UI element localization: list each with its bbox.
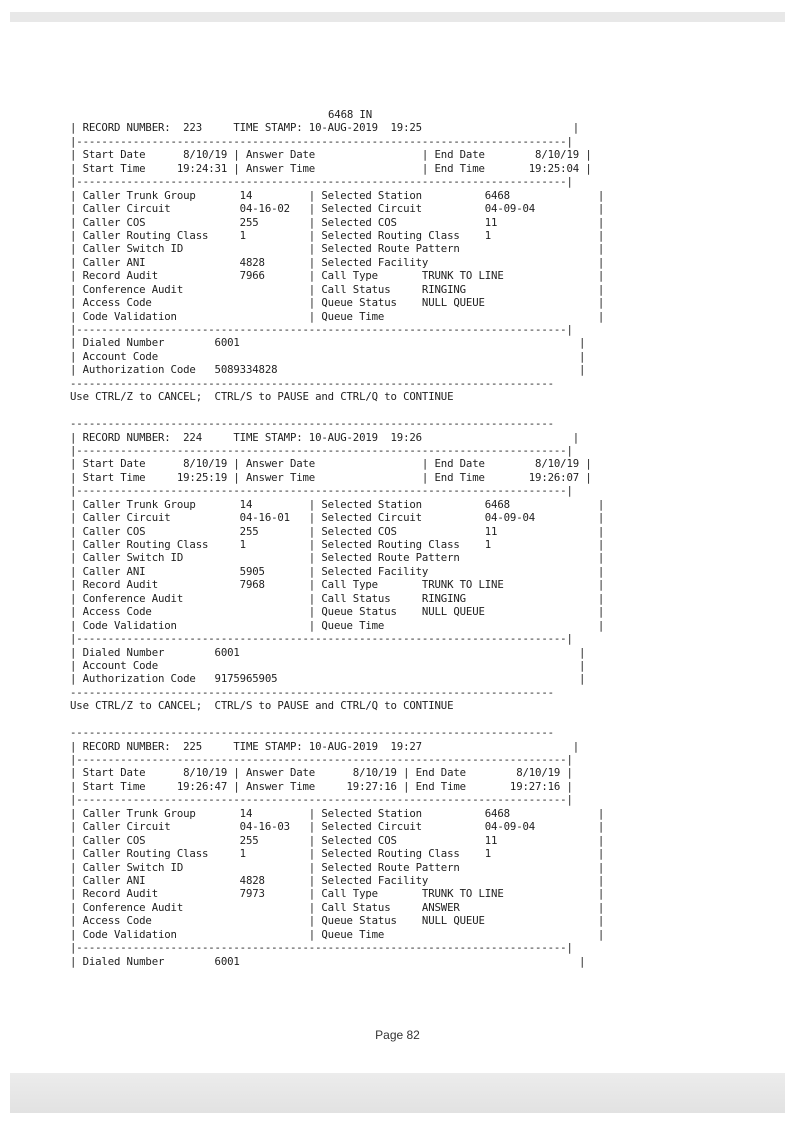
detail-row: | Caller Circuit 04-16-02 | Selected Circuit 04-09-04 | xyxy=(70,202,605,216)
date-row: | Start Time 19:26:47 | Answer Time 19:27:16 | End Time 19:27:16 | xyxy=(70,779,573,793)
record-end-border: ----------------------------------------------------------------------------- xyxy=(70,376,554,390)
continue-prompt: Use CTRL/Z to CANCEL; CTRL/S to PAUSE and CTRL/Q to CONTINUE xyxy=(70,390,454,404)
detail-row: | Conference Audit | Call Status RINGING | xyxy=(70,591,605,605)
record-separator: |------------------------------------------------------------------------------| xyxy=(70,134,573,148)
detail-row: | Code Validation | Queue Time | xyxy=(70,927,605,941)
detail-row: | Access Code | Queue Status NULL QUEUE | xyxy=(70,914,605,928)
detail-row: | Caller ANI 4828 | Selected Facility | xyxy=(70,873,605,887)
record-separator: |------------------------------------------------------------------------------| xyxy=(70,484,573,498)
detail-row: | Record Audit 7973 | Call Type TRUNK TO LINE | xyxy=(70,887,605,901)
bottom-row: | Account Code | xyxy=(70,658,586,672)
record-end-border: ----------------------------------------------------------------------------- xyxy=(70,685,554,699)
detail-row: | Access Code | Queue Status NULL QUEUE | xyxy=(70,605,605,619)
call-record xyxy=(70,417,706,699)
scan-bottom-band xyxy=(10,1073,785,1113)
page-number: Page 82 xyxy=(375,1028,420,1042)
record-separator: |------------------------------------------------------------------------------| xyxy=(70,793,573,807)
date-row: | Start Date 8/10/19 | Answer Date | End Date 8/10/19 | xyxy=(70,457,592,471)
bottom-row: | Dialed Number 6001 | xyxy=(70,336,586,350)
station-header: 6468 IN xyxy=(328,108,372,121)
call-record xyxy=(70,726,706,968)
detail-row: | Caller COS 255 | Selected COS 11 | xyxy=(70,524,605,538)
call-record xyxy=(70,121,706,390)
record-separator: |------------------------------------------------------------------------------| xyxy=(70,753,573,766)
date-row: | Start Time 19:25:19 | Answer Time | End Time 19:26:07 | xyxy=(70,470,592,484)
record-title: | RECORD NUMBER: 225 TIME STAMP: 10-AUG-2019 19:27 | xyxy=(70,739,580,753)
printout xyxy=(70,108,706,968)
detail-row: | Caller ANI 5905 | Selected Facility | xyxy=(70,564,605,578)
detail-row: | Caller Switch ID | Selected Route Pattern | xyxy=(70,242,605,256)
detail-row: | Caller Trunk Group 14 | Selected Station 6468 | xyxy=(70,497,605,511)
detail-row: | Caller Trunk Group 14 | Selected Station 6468 | xyxy=(70,806,605,820)
detail-row: | Caller Trunk Group 14 | Selected Station 6468 | xyxy=(70,188,605,202)
record-top-border: ----------------------------------------------------------------------------- xyxy=(70,726,554,740)
record-separator: |------------------------------------------------------------------------------| xyxy=(70,323,573,336)
bottom-row: | Account Code | xyxy=(70,349,586,363)
record-separator: |------------------------------------------------------------------------------| xyxy=(70,443,573,457)
detail-row: | Caller Routing Class 1 | Selected Routing Class 1 | xyxy=(70,538,605,551)
continue-prompt: Use CTRL/Z to CANCEL; CTRL/S to PAUSE and CTRL/Q to CONTINUE xyxy=(70,699,454,713)
detail-row: | Caller Routing Class 1 | Selected Routing Class 1 | xyxy=(70,847,605,861)
bottom-row: | Dialed Number 6001 | xyxy=(70,645,586,659)
detail-row: | Caller Circuit 04-16-03 | Selected Circuit 04-09-04 | xyxy=(70,820,605,834)
detail-row: | Caller Routing Class 1 | Selected Routing Class 1 | xyxy=(70,228,605,242)
bottom-row: | Authorization Code 5089334828 | xyxy=(70,363,586,377)
detail-row: | Caller Circuit 04-16-01 | Selected Circuit 04-09-04 | xyxy=(70,511,605,525)
date-row: | Start Date 8/10/19 | Answer Date 8/10/19 | End Date 8/10/19 | xyxy=(70,766,573,780)
scan-top-band xyxy=(10,12,785,22)
date-row: | Start Time 19:24:31 | Answer Time | End Time 19:25:04 | xyxy=(70,161,592,175)
record-title: | RECORD NUMBER: 223 TIME STAMP: 10-AUG-2019 19:25 | xyxy=(70,121,580,135)
record-separator: |------------------------------------------------------------------------------| xyxy=(70,941,573,955)
detail-row: | Access Code | Queue Status NULL QUEUE | xyxy=(70,296,605,310)
detail-row: | Caller Switch ID | Selected Route Pattern | xyxy=(70,551,605,565)
detail-row: | Code Validation | Queue Time | xyxy=(70,309,605,323)
detail-row: | Conference Audit | Call Status RINGING | xyxy=(70,282,605,296)
detail-row: | Caller ANI 4828 | Selected Facility | xyxy=(70,255,605,269)
bottom-row: | Dialed Number 6001 | xyxy=(70,954,586,968)
detail-row: | Caller COS 255 | Selected COS 11 | xyxy=(70,215,605,229)
date-row: | Start Date 8/10/19 | Answer Date | End Date 8/10/19 | xyxy=(70,148,592,162)
detail-row: | Conference Audit | Call Status ANSWER | xyxy=(70,900,605,914)
record-top-border: ----------------------------------------------------------------------------- xyxy=(70,417,554,431)
detail-row: | Caller Switch ID | Selected Route Pattern | xyxy=(70,860,605,874)
detail-row: | Caller COS 255 | Selected COS 11 | xyxy=(70,833,605,847)
detail-row: | Record Audit 7966 | Call Type TRUNK TO LINE | xyxy=(70,269,605,283)
record-title: | RECORD NUMBER: 224 TIME STAMP: 10-AUG-2019 19:26 | xyxy=(70,430,580,444)
record-separator: |------------------------------------------------------------------------------| xyxy=(70,175,573,189)
detail-row: | Record Audit 7968 | Call Type TRUNK TO LINE | xyxy=(70,578,605,592)
detail-row: | Code Validation | Queue Time | xyxy=(70,618,605,632)
bottom-row: | Authorization Code 9175965905 | xyxy=(70,672,586,686)
record-separator: |------------------------------------------------------------------------------| xyxy=(70,632,573,646)
